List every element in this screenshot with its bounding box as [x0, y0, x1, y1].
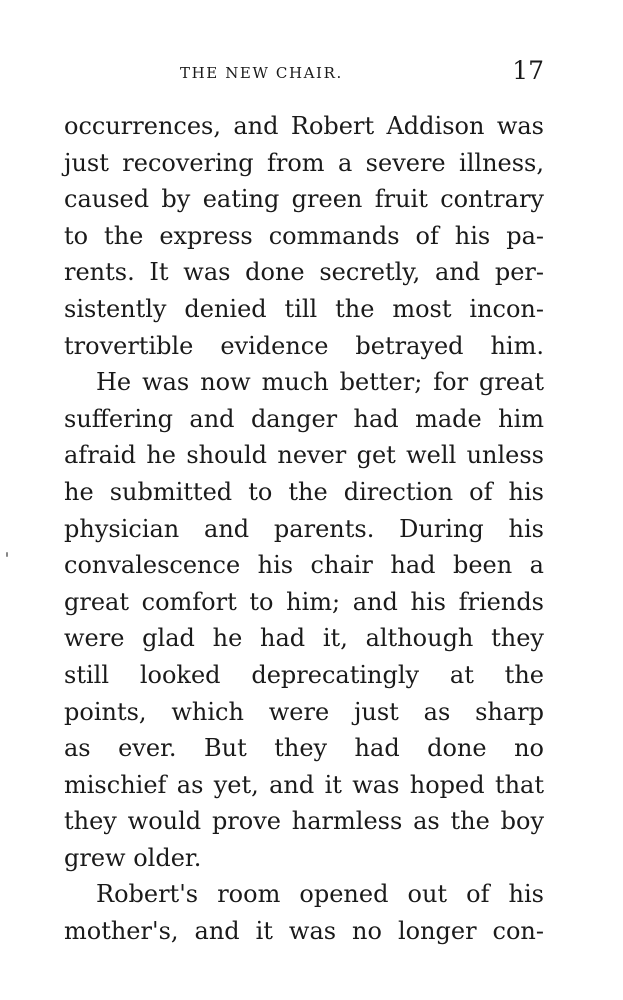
text-line: points, which were just as sharp	[64, 697, 544, 726]
page-number: 17	[512, 56, 544, 85]
running-head	[64, 56, 544, 88]
text-line: they would prove harmless as the boy	[64, 807, 544, 836]
text-line: mischief as yet, and it was hoped that	[64, 770, 544, 799]
paragraph	[64, 108, 544, 364]
text-line: trovertible evidence betrayed him.	[64, 331, 544, 360]
text-line: afraid he should never get well unless	[64, 441, 544, 470]
text-line: caused by eating green fruit contrary	[64, 185, 544, 214]
text-line: convalescence his chair had been a	[64, 551, 544, 580]
text-line: were glad he had it, although they	[64, 624, 544, 653]
text-line: physician and parents. During his	[64, 514, 544, 543]
text-line: as ever. But they had done no	[64, 734, 544, 763]
text-line: to the express commands of his pa-	[64, 221, 544, 250]
text-line: suffering and danger had made him	[64, 404, 544, 433]
text-line: just recovering from a severe illness,	[64, 148, 544, 177]
text-line: great comfort to him; and his friends	[64, 587, 544, 616]
body-text	[64, 108, 544, 950]
paragraph	[64, 364, 544, 876]
text-line: He was now much better; for great	[96, 368, 544, 397]
text-line: still looked deprecatingly at the	[64, 660, 544, 689]
running-title: THE NEW CHAIR.	[180, 64, 343, 82]
paragraph	[64, 876, 544, 949]
text-line: grew older.	[64, 843, 202, 872]
print-speck	[6, 552, 8, 557]
text-line: rents. It was done secretly, and per-	[64, 258, 544, 287]
text-line: he submitted to the direction of his	[64, 477, 544, 506]
text-line: sistently denied till the most incon-	[64, 294, 544, 323]
text-line: Robert's room opened out of his	[96, 880, 544, 909]
text-line: mother's, and it was no longer con-	[64, 917, 544, 946]
text-line: occurrences, and Robert Addison was	[64, 112, 544, 140]
